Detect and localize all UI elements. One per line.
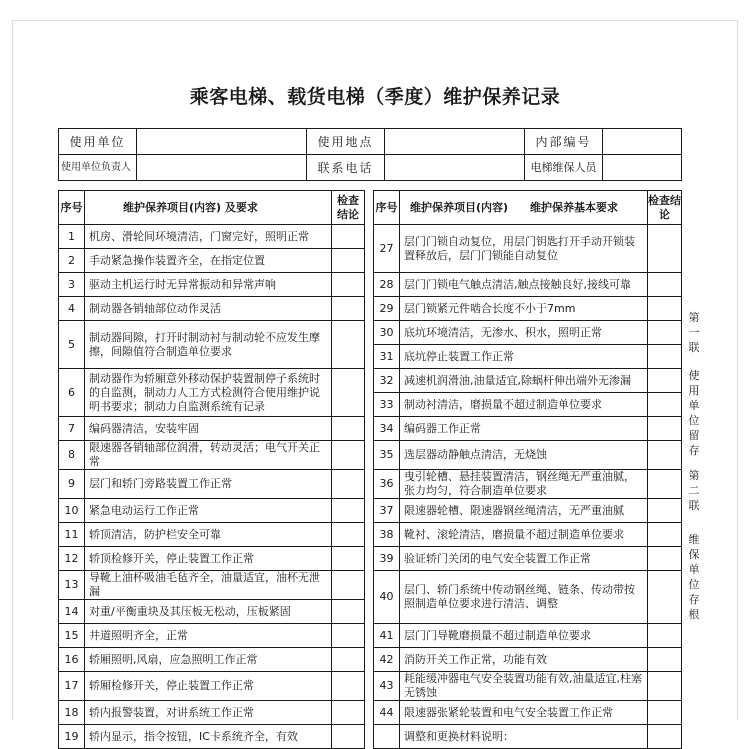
left-row-no: 2 (59, 249, 85, 273)
unit-manager-label: 使用单位负责人 (59, 155, 137, 181)
right-row-check-cell[interactable] (648, 417, 682, 441)
right-row-text: 层门、轿门系统中传动钢丝绳、链条、传动带按照制造单位要求进行清洁、调整 (400, 571, 648, 624)
right-row-no: 28 (374, 273, 400, 297)
left-row-text: 轿顶清洁，防护栏安全可靠 (85, 523, 332, 547)
right-row-text: 制动衬清洁，磨损量不超过制造单位要求 (400, 393, 648, 417)
right-row-text: 底坑环境清洁，无渗水、积水，照明正常 (400, 321, 648, 345)
col-no-right: 序号 (374, 191, 400, 225)
right-row-no: 42 (374, 648, 400, 672)
left-row-check-cell[interactable] (332, 321, 365, 369)
right-row-text: 层门门锁电气触点清洁,触点接触良好,接线可靠 (400, 273, 648, 297)
column-gap (365, 225, 374, 749)
left-row-check-cell[interactable] (332, 648, 365, 672)
left-row-text: 轿内报警装置，对讲系统工作正常 (85, 701, 332, 725)
left-row-no: 17 (59, 672, 85, 701)
column-gap (365, 191, 374, 225)
left-row-check-cell[interactable] (332, 441, 365, 470)
contact-phone-field[interactable] (385, 155, 525, 181)
col-check-right: 检查结论 (648, 191, 682, 225)
left-row-text: 编码器清洁，安装牢固 (85, 417, 332, 441)
left-row-text: 轿厢检修开关，停止装置工作正常 (85, 672, 332, 701)
right-row-no: 29 (374, 297, 400, 321)
page-title: 乘客电梯、载货电梯（季度）维护保养记录 (189, 86, 561, 108)
right-row-check-cell[interactable] (648, 672, 682, 701)
right-row-text: 限速器轮槽、限速器钢丝绳清洁，无严重油腻 (400, 499, 648, 523)
side-note-part2: 第二联 (688, 469, 700, 512)
left-row-text: 轿内显示，指令按钮，IC卡系统齐全，有效 (85, 725, 332, 749)
internal-no-field[interactable] (603, 129, 682, 155)
left-row-text: 轿厢照明,风扇，应急照明工作正常 (85, 648, 332, 672)
right-row-no: 35 (374, 441, 400, 470)
left-row-check-cell[interactable] (332, 417, 365, 441)
left-row-no: 12 (59, 547, 85, 571)
left-row-no: 7 (59, 417, 85, 441)
right-row-no: 43 (374, 672, 400, 701)
right-row-no: 40 (374, 571, 400, 624)
right-row-check-cell[interactable] (648, 624, 682, 648)
right-row-no: 34 (374, 417, 400, 441)
left-row-no: 1 (59, 225, 85, 249)
right-row-text: 底坑停止装置工作正常 (400, 345, 648, 369)
maint-person-field[interactable] (603, 155, 682, 181)
left-row-text: 紧急电动运行工作正常 (85, 499, 332, 523)
contact-phone-label: 联系电话 (307, 155, 385, 181)
left-row-check-cell[interactable] (332, 523, 365, 547)
left-row-check-cell[interactable] (332, 369, 365, 417)
left-row-text: 限速器各销轴部位润滑，转动灵活；电气开关正常 (85, 441, 332, 470)
col-no-left: 序号 (59, 191, 85, 225)
left-row-check-cell[interactable] (332, 249, 365, 273)
notes-row-no (374, 725, 400, 749)
right-row-no: 32 (374, 369, 400, 393)
left-row-no: 11 (59, 523, 85, 547)
left-row-no: 16 (59, 648, 85, 672)
left-row-no: 10 (59, 499, 85, 523)
left-row-no: 4 (59, 297, 85, 321)
right-row-no: 38 (374, 523, 400, 547)
right-row-no: 33 (374, 393, 400, 417)
col-item-left: 维护保养项目(内容) 及要求 (85, 191, 332, 225)
right-row-check-cell[interactable] (648, 499, 682, 523)
right-row-text: 验证轿门关闭的电气安全装置工作正常 (400, 547, 648, 571)
use-unit-label: 使用单位 (59, 129, 137, 155)
right-row-check-cell[interactable] (648, 321, 682, 345)
left-row-text: 机房、滑轮间环境清洁，门窗完好，照明正常 (85, 225, 332, 249)
internal-no-label: 内部编号 (525, 129, 603, 155)
col-check-left: 检查结论 (332, 191, 365, 225)
left-row-text: 制动器间隙，打开时制动衬与制动轮不应发生摩擦，间隙值符合制造单位要求 (85, 321, 332, 369)
left-row-check-cell[interactable] (332, 571, 365, 600)
right-row-text: 靴衬、滚轮清洁，磨损量不超过制造单位要求 (400, 523, 648, 547)
right-row-check-cell[interactable] (648, 547, 682, 571)
left-row-check-cell[interactable] (332, 225, 365, 249)
right-row-check-cell[interactable] (648, 369, 682, 393)
left-row-check-cell[interactable] (332, 547, 365, 571)
right-row-check-cell[interactable] (648, 701, 682, 725)
col-item-right: 维护保养项目(内容) 维护保养基本要求 (400, 191, 648, 225)
left-row-check-cell[interactable] (332, 624, 365, 648)
left-row-no: 8 (59, 441, 85, 470)
left-row-no: 6 (59, 369, 85, 417)
left-row-check-cell[interactable] (332, 725, 365, 749)
left-row-no: 9 (59, 470, 85, 499)
right-row-text: 减速机润滑油,油量适宜,除蜗杆伸出端外无渗漏 (400, 369, 648, 393)
left-row-text: 导靴上油杯吸油毛毡齐全，油量适宜，油杯无泄漏 (85, 571, 332, 600)
use-location-field[interactable] (385, 129, 525, 155)
left-row-no: 5 (59, 321, 85, 369)
unit-manager-field[interactable] (137, 155, 307, 181)
use-unit-field[interactable] (137, 129, 307, 155)
right-row-text: 选层器动静触点清洁，无烧蚀 (400, 441, 648, 470)
left-row-text: 驱动主机运行时无异常振动和异常声响 (85, 273, 332, 297)
left-row-text: 井道照明齐全，正常 (85, 624, 332, 648)
right-row-check-cell[interactable] (648, 470, 682, 499)
left-row-text: 对重/平衡重块及其压板无松动，压板紧固 (85, 600, 332, 624)
left-row-check-cell[interactable] (332, 470, 365, 499)
right-row-text: 限速器张紧轮装置和电气安全装置工作正常 (400, 701, 648, 725)
right-row-check-cell[interactable] (648, 345, 682, 369)
left-row-text: 手动紧急操作装置齐全，在指定位置 (85, 249, 332, 273)
left-row-no: 3 (59, 273, 85, 297)
right-row-text: 层门门锁自动复位，用层门钥匙打开手动开锁装置释放后，层门门锁能自动复位 (400, 225, 648, 273)
right-row-check-cell[interactable] (648, 273, 682, 297)
maintenance-table (58, 190, 682, 749)
left-row-no: 14 (59, 600, 85, 624)
right-row-no: 30 (374, 321, 400, 345)
right-row-check-cell[interactable] (648, 225, 682, 273)
right-row-no: 41 (374, 624, 400, 648)
right-row-no: 37 (374, 499, 400, 523)
left-row-no: 19 (59, 725, 85, 749)
left-row-check-cell[interactable] (332, 499, 365, 523)
right-row-check-cell[interactable] (648, 297, 682, 321)
left-row-no: 13 (59, 571, 85, 600)
right-row-text: 层门锁紧元件啮合长度不小于7mm (400, 297, 648, 321)
header-table (58, 128, 682, 181)
right-row-no: 44 (374, 701, 400, 725)
right-row-text: 层门门导靴磨损量不超过制造单位要求 (400, 624, 648, 648)
left-row-check-cell[interactable] (332, 672, 365, 701)
materials-notes-label: 调整和更换材料说明： (400, 725, 648, 749)
right-row-text: 耗能缓冲器电气安全装置功能有效,油量适宜,柱塞无锈蚀 (400, 672, 648, 701)
side-note-part1-desc: 使用单位留存 (688, 369, 700, 457)
right-row-no: 31 (374, 345, 400, 369)
notes-check-cell[interactable] (648, 725, 682, 749)
maint-person-label: 电梯维保人员 (525, 155, 603, 181)
use-location-label: 使用地点 (307, 129, 385, 155)
right-row-no: 39 (374, 547, 400, 571)
right-row-check-cell[interactable] (648, 441, 682, 470)
side-note-part2-desc: 维保单位存根 (688, 533, 700, 621)
left-row-check-cell[interactable] (332, 297, 365, 321)
right-row-check-cell[interactable] (648, 393, 682, 417)
side-note-part1: 第一联 (688, 311, 700, 354)
right-row-text: 消防开关工作正常，功能有效 (400, 648, 648, 672)
left-row-text: 层门和轿门旁路装置工作正常 (85, 470, 332, 499)
right-row-no: 27 (374, 225, 400, 273)
left-row-no: 15 (59, 624, 85, 648)
right-row-text: 编码器工作正常 (400, 417, 648, 441)
left-row-text: 轿顶检修开关，停止装置工作正常 (85, 547, 332, 571)
right-row-no: 36 (374, 470, 400, 499)
right-row-text: 曳引轮槽、悬挂装置清洁，钢丝绳无严重油腻，张力均匀，符合制造单位要求 (400, 470, 648, 499)
left-row-text: 制动器各销轴部位动作灵活 (85, 297, 332, 321)
right-row-check-cell[interactable] (648, 523, 682, 547)
left-row-check-cell[interactable] (332, 273, 365, 297)
right-row-check-cell[interactable] (648, 648, 682, 672)
left-row-text: 制动器作为轿厢意外移动保护装置制停子系统时的自监测，制动力人工方式检测符合使用维护说明书要求；制动力自监测系统有记录 (85, 369, 332, 417)
right-row-check-cell[interactable] (648, 571, 682, 624)
left-row-check-cell[interactable] (332, 701, 365, 725)
left-row-check-cell[interactable] (332, 600, 365, 624)
left-row-no: 18 (59, 701, 85, 725)
